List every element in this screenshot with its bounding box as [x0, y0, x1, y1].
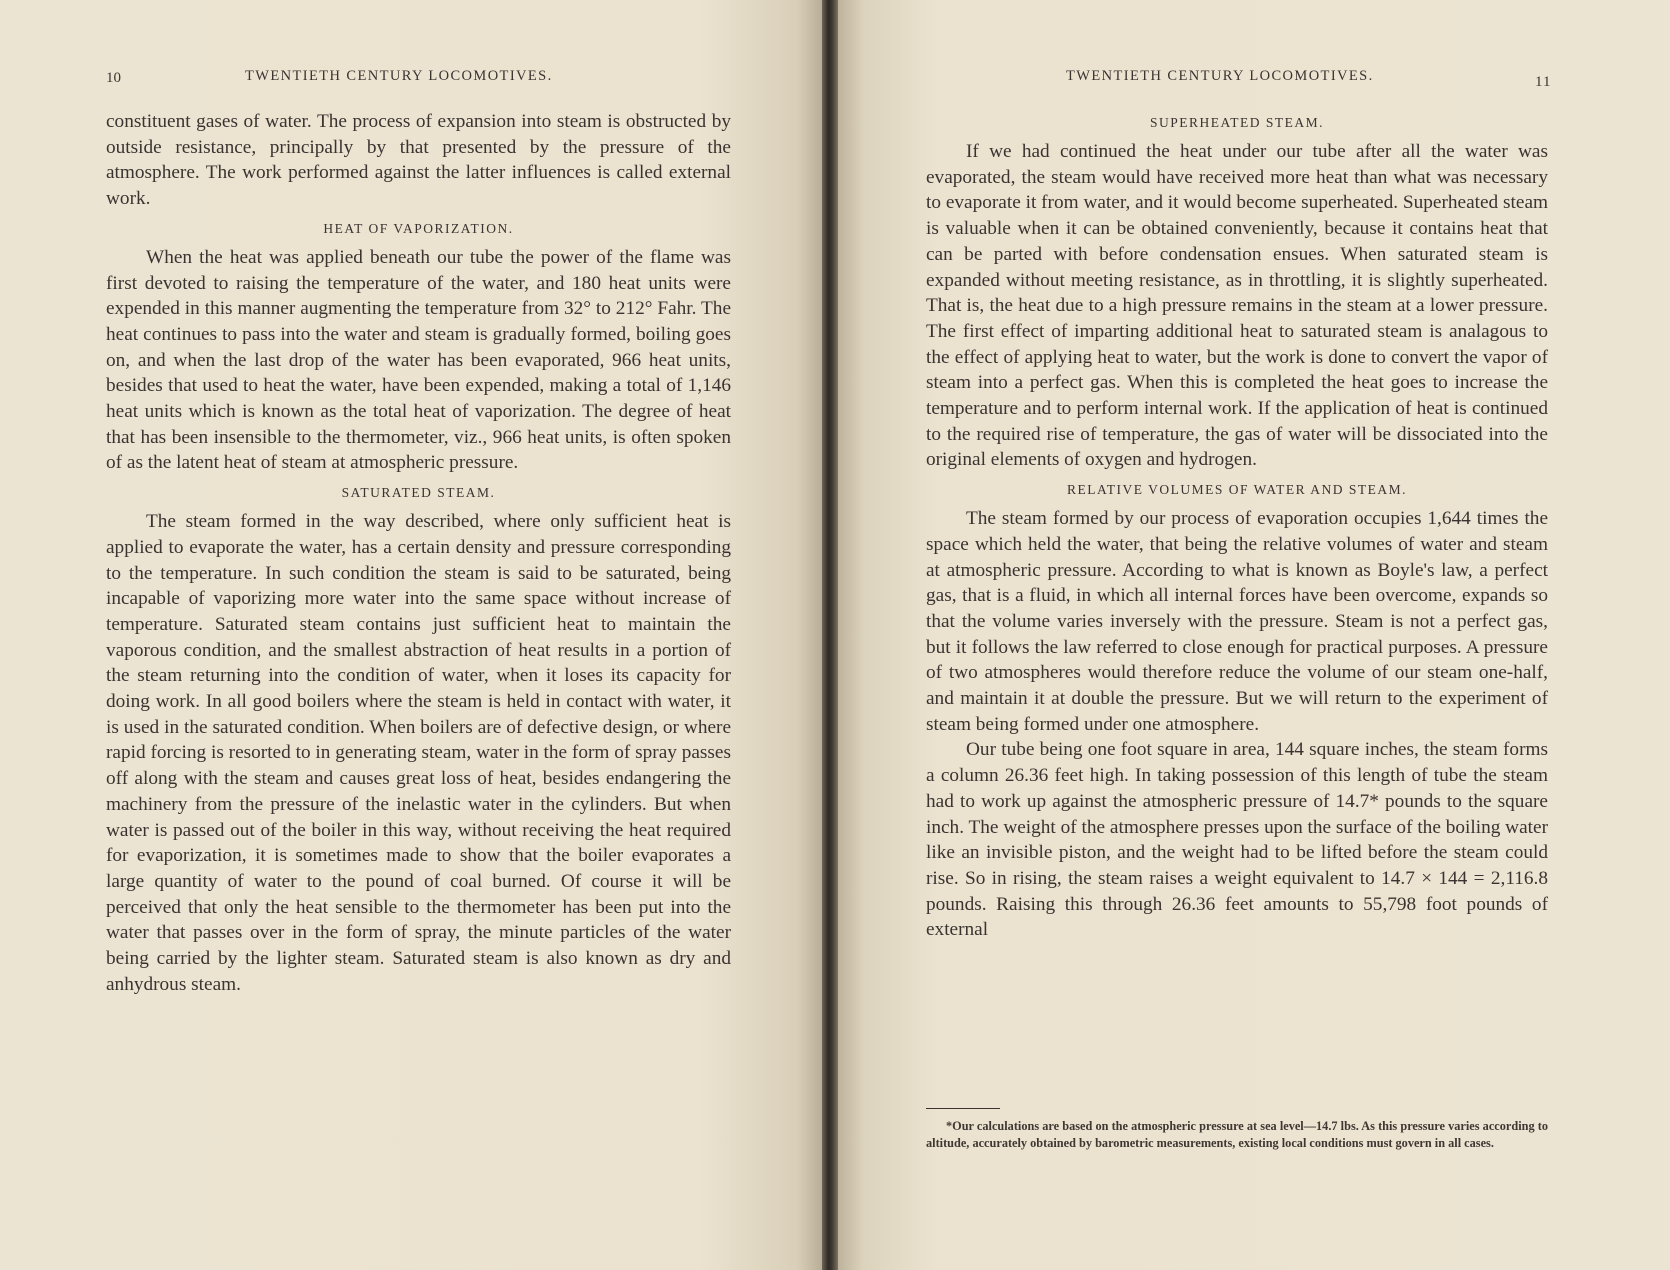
- paragraph-tube-area: Our tube being one foot square in area, 144 square inches, the steam forms a column 26.36 feet high. In taking possession of this length of tube the steam had to work up against the atmospheric pressure of 14.7* pounds to the square inch. The weight of the atmosphere presses upon the surface of the boiling water like an invisible piston, and the weight had to be lifted before the steam could rise. So in rising, the steam raises a weight equivalent to 14.7 × 144 = 2,116.8 pounds. Raising this through 26.36 feet amounts to 55,798 foot pounds of external: [926, 739, 1548, 941]
- heading-relative-volumes: RELATIVE VOLUMES OF WATER AND STEAM.: [1066, 482, 1407, 498]
- left-page: [0, 0, 822, 1270]
- paragraph-relative-volumes: The steam formed by our process of evaporation occupies 1,644 times the space which held the water, that being the relative volumes of water and steam at atmospheric pressure. According to what is known as Boyle's law, a perfect gas, that is a fluid, in which all internal forces have been overcome, expands so that the volume varies inversely with the pressure. Steam is not a perfect gas, but it follows the law referred to close enough for practical purposes. A pressure of two atmospheres would therefore reduce the volume of our steam one-half, and maintain it at double the pressure. But we will return to the experiment of steam being formed under one atmosphere.: [926, 508, 1548, 735]
- page-number-left: 10: [106, 70, 121, 86]
- footnote-rule: [926, 1108, 1000, 1109]
- book-gutter: [822, 0, 838, 1270]
- paragraph-saturated-steam: The steam formed in the way described, where only sufficient heat is applied to evaporate the water, has a certain density and pressure corresponding to the temperature. In such condition the steam is said to be saturated, being incapable of vaporizing more water into the same space without increase of temperature. Saturated steam contains just sufficient heat to maintain the vaporous condition, and the smallest abstraction of heat results in a portion of the steam returning into the condition of water, when it loses its capacity for doing work. In all good boilers where the steam is held in contact with water, it is used in the saturated condition. When boilers are of defective design, or where rapid forcing is resorted to in generating steam, water in the form of spray passes off along with the steam and causes great loss of heat, besides endangering the machinery from the pressure of the inelastic water in the cylinders. But when water is passed out of the boiler in this way, without receiving the heat required for evaporization, it is sometimes made to show that the boiler evaporates a large quantity of water to the pound of coal burned. Of course it will be perceived that only the heat sensible to the thermometer has been put into the water that passes over in the form of spray, the minute particles of the water being carried by the lighter steam. Saturated steam is also known as dry and anhydrous steam.: [106, 511, 731, 995]
- heading-saturated-steam: SATURATED STEAM.: [341, 485, 496, 501]
- paragraph-heat-of-vaporization: When the heat was applied beneath our tube the power of the flame was first devoted to raising the temperature of the water, and 180 heat units were expended in this manner augmenting the temperature from 32° to 212° Fahr. The heat continues to pass into the water and steam is gradually formed, boiling goes on, and when the last drop of the water has been evaporated, 966 heat units, besides that used to heat the water, have been expended, making a total of 1,146 heat units which is known as the total heat of vaporization. The degree of heat that has been insensible to the thermometer, viz., 966 heat units, is often spoken of as the latent heat of steam at atmospheric pressure.: [106, 246, 731, 474]
- running-head-right: TWENTIETH CENTURY LOCOMOTIVES.: [1066, 68, 1374, 84]
- page-number-right: 11: [1535, 74, 1552, 90]
- running-head-left: TWENTIETH CENTURY LOCOMOTIVES.: [245, 68, 553, 84]
- footnote-text: *Our calculations are based on the atmospheric pressure at sea level—14.7 lbs. As this pressure varies according to altitude, accurately obtained by barometric measurements, existing local conditions must govern in all cases.: [926, 1119, 1548, 1150]
- heading-superheated-steam: SUPERHEATED STEAM.: [1149, 115, 1324, 130]
- footnote: [926, 1118, 1548, 1151]
- right-page-text: [926, 114, 1548, 943]
- opening-paragraph: constituent gases of water. The process of expansion into steam is obstructed by outside resistance, principally by that presented by the pressure of the atmosphere. The work performed against the latter influences is called external work.: [106, 111, 731, 210]
- heading-heat-of-vaporization: HEAT OF VAPORIZATION.: [323, 220, 514, 236]
- left-page-text: [106, 109, 731, 998]
- paragraph-superheated-steam: If we had continued the heat under our tube after all the water was evaporated, the steam would have received more heat than what was necessary to evaporate it from water, and it would become superheated. Superheated steam is valuable when it can be obtained conveniently, because it contains heat that can be parted with before condensation ensues. When saturated steam is expanded without meeting resistance, as in throttling, it is slightly superheated. That is, the heat due to a high pressure remains in the steam at a lower pressure. The first effect of imparting additional heat to saturated steam is analagous to the effect of applying heat to water, but the work is done to convert the vapor of steam into a perfect gas. When this is completed the heat goes to increase the temperature and to perform internal work. If the application of heat is continued to the required rise of temperature, the gas of water will be dissociated into the original elements of oxygen and hydrogen.: [926, 141, 1548, 471]
- right-page: [838, 0, 1670, 1270]
